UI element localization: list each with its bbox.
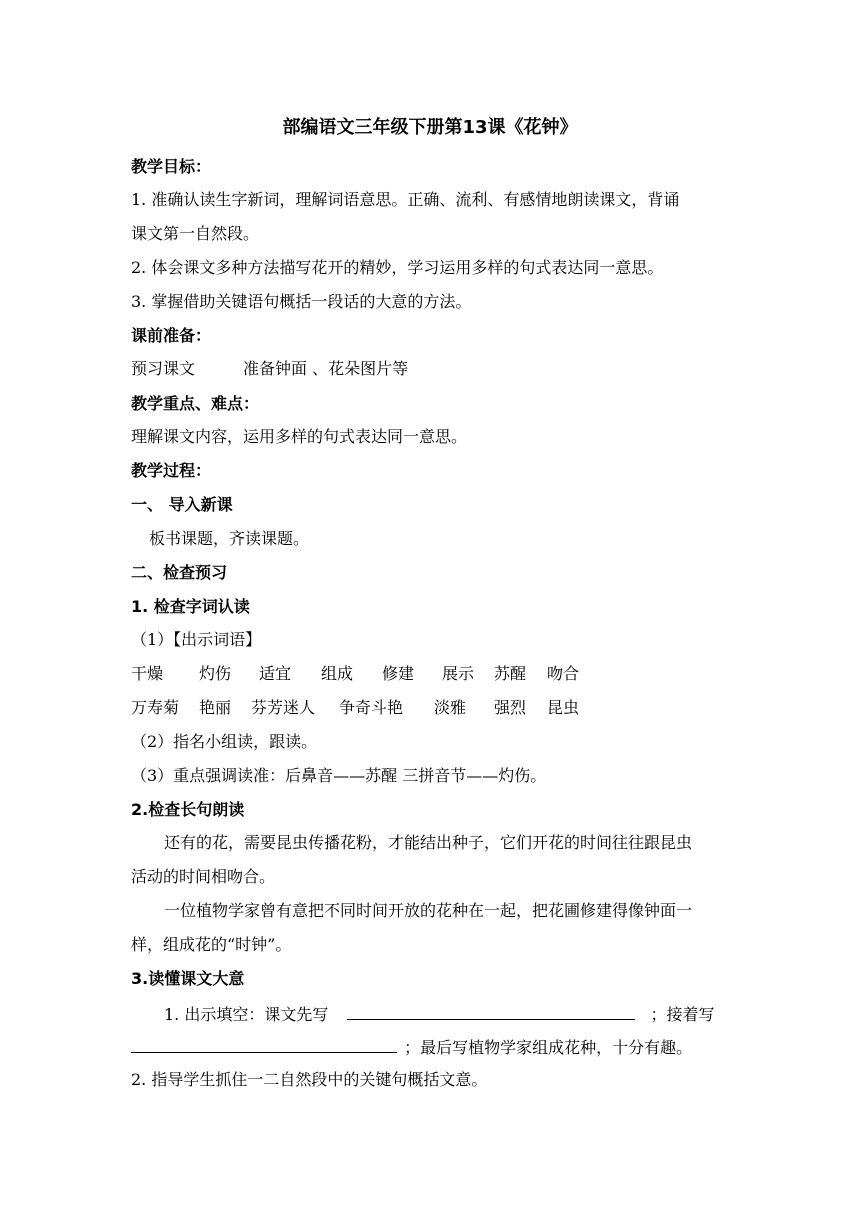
step2-heading: 二、检查预习 xyxy=(131,563,228,582)
word-item: 强烈 xyxy=(494,698,527,717)
fill-blank-line-1 xyxy=(164,1003,715,1025)
fill-text: ；接着写 xyxy=(650,1005,715,1024)
step1-heading: 一、 导入新课 xyxy=(131,495,233,514)
word-item: 组成 xyxy=(321,664,354,683)
sub3-heading: 3.读懂课文大意 xyxy=(131,969,245,988)
prep-item: 预习课文 xyxy=(131,359,196,378)
word-item: 干燥 xyxy=(131,664,164,683)
process-heading: 教学过程： xyxy=(131,461,212,480)
goal-1-cont: 课文第一自然段。 xyxy=(131,224,260,243)
word-item: 吻合 xyxy=(547,664,580,683)
blank-line xyxy=(131,1036,397,1053)
prep-line xyxy=(131,359,631,379)
fill-text: 1. 出示填空：课文先写 xyxy=(164,1005,329,1024)
word-item: 万寿菊 xyxy=(131,698,180,717)
key-text: 理解课文内容，运用多样的句式表达同一意思。 xyxy=(131,427,468,446)
word-row-2 xyxy=(131,698,731,718)
word-item: 苏醒 xyxy=(494,664,527,683)
word-item: 淡雅 xyxy=(434,698,467,717)
word-row-1 xyxy=(131,664,731,684)
sub2-heading: 2.检查长句朗读 xyxy=(131,800,245,819)
word-item: 修建 xyxy=(382,664,415,683)
guide-text: 2. 指导学生抓住一二自然段中的关键句概括文意。 xyxy=(131,1070,488,1089)
word-item: 适宜 xyxy=(259,664,292,683)
word-item: 展示 xyxy=(442,664,475,683)
step1-text: 板书课题，齐读课题。 xyxy=(149,529,310,548)
word-item: 芬芳迷人 xyxy=(251,698,316,717)
prep-heading: 课前准备： xyxy=(131,326,212,345)
prep-item: 准备钟面 、花朵图片等 xyxy=(243,359,409,378)
word-item: 灼伤 xyxy=(199,664,232,683)
paragraph-1-line-2: 活动的时间相吻合。 xyxy=(131,867,276,886)
paragraph-1-line-1: 还有的花，需要昆虫传播花粉，才能结出种子，它们开花的时间往往跟昆虫 xyxy=(164,833,693,852)
goal-1: 1. 准确认读生字新词，理解词语意思。正确、流利、有感情地朗读课文，背诵 xyxy=(131,190,680,209)
goal-3: 3. 掌握借助关键语句概括一段话的大意的方法。 xyxy=(131,292,472,311)
goals-heading: 教学目标： xyxy=(131,157,212,176)
word-item: 艳丽 xyxy=(199,698,232,717)
item-2: （2）指名小组读，跟读。 xyxy=(131,732,318,751)
goal-2: 2. 体会课文多种方法描写花开的精妙，学习运用多样的句式表达同一意思。 xyxy=(131,258,664,277)
fill-text: ；最后写植物学家组成花种，十分有趣。 xyxy=(404,1038,693,1057)
blank-line xyxy=(347,1003,635,1020)
show-words-label: （1）【出示词语】 xyxy=(131,630,262,649)
word-item: 昆虫 xyxy=(547,698,580,717)
item-3: （3）重点强调读准：后鼻音——苏醒 三拼音节——灼伤。 xyxy=(131,766,547,785)
paragraph-2-line-1: 一位植物学家曾有意把不同时间开放的花种在一起，把花圃修建得像钟面一 xyxy=(164,901,693,920)
paragraph-2-line-2: 样，组成花的“时钟”。 xyxy=(131,935,292,954)
word-item: 争奇斗艳 xyxy=(339,698,404,717)
sub1-heading: 1. 检查字词认读 xyxy=(131,597,250,616)
fill-blank-line-2 xyxy=(131,1036,692,1058)
key-heading: 教学重点、难点： xyxy=(131,394,260,413)
page-title: 部编语文三年级下册第13课《花钟》 xyxy=(282,117,578,138)
